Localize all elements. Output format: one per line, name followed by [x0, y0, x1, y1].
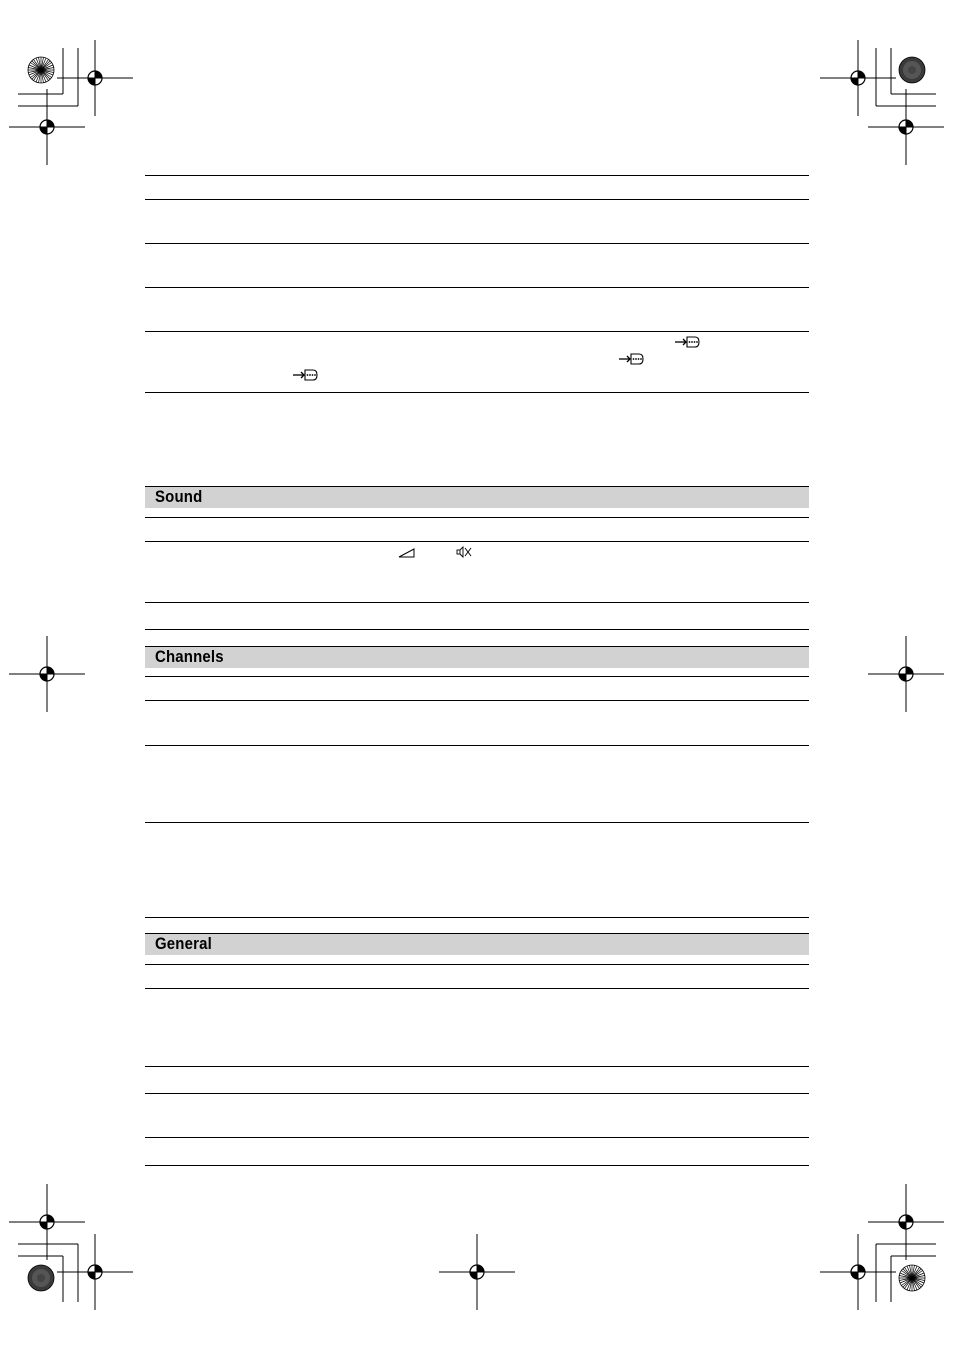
input-icon: [292, 368, 318, 382]
table-rule: [145, 199, 809, 200]
table-rule: [145, 988, 809, 989]
input-icon: [674, 335, 700, 349]
section-header-sound: [145, 486, 809, 508]
table-rule: [145, 243, 809, 244]
table-rule: [145, 392, 809, 393]
mute-icon: [456, 545, 472, 559]
section-title: General: [155, 934, 212, 953]
section-header-general: [145, 933, 809, 955]
table-rule: [145, 745, 809, 746]
section-title: Sound: [155, 487, 203, 506]
table-rule: [145, 700, 809, 701]
input-icon: [618, 352, 644, 366]
table-rule: [145, 1165, 809, 1166]
table-rule: [145, 1066, 809, 1067]
table-rule: [145, 1137, 809, 1138]
table-rule: [145, 964, 809, 965]
table-rule: [145, 331, 809, 332]
section-header-channels: [145, 646, 809, 668]
table-rule: [145, 676, 809, 677]
table-rule: [145, 822, 809, 823]
table-rule: [145, 175, 809, 176]
table-rule: [145, 1093, 809, 1094]
table-rule: [145, 287, 809, 288]
table-rule: [145, 629, 809, 630]
section-title: Channels: [155, 647, 224, 666]
table-rule: [145, 541, 809, 542]
volume-icon: [398, 548, 416, 558]
table-rule: [145, 917, 809, 918]
table-rule: [145, 517, 809, 518]
table-rule: [145, 602, 809, 603]
